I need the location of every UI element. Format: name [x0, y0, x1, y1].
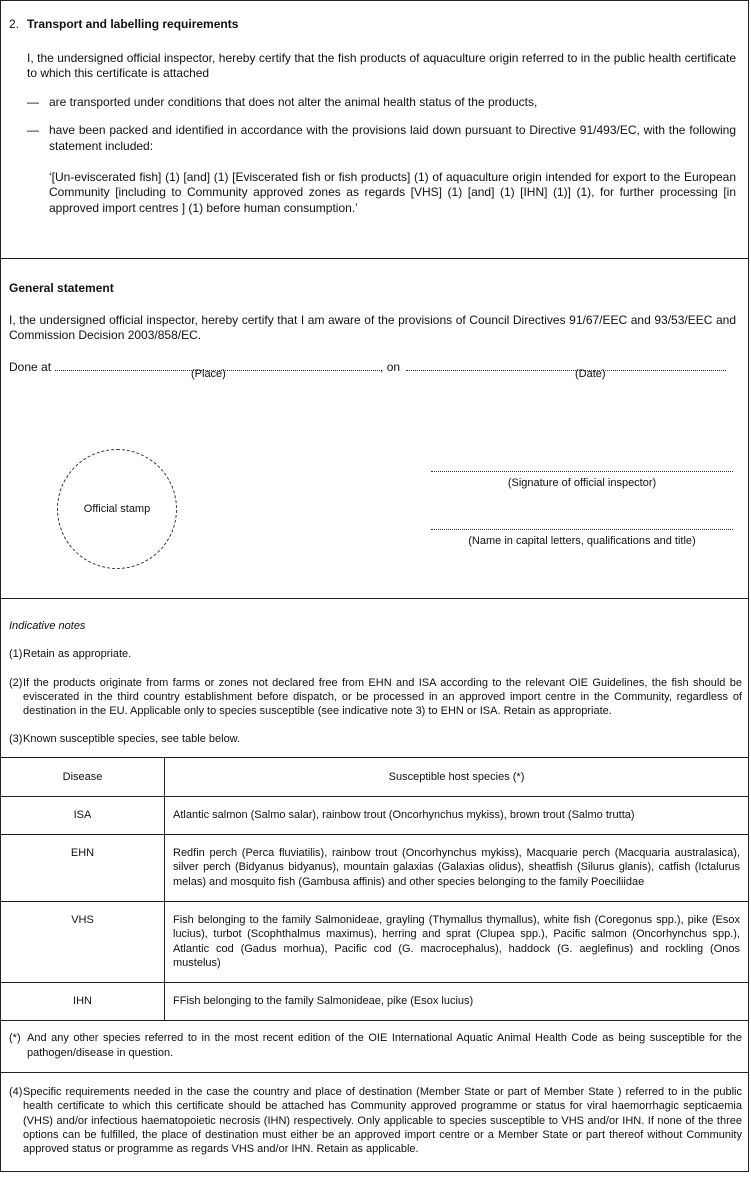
species-cell: Redfin perch (Perca fluviatilis), rainbow trout (Oncorhynchus mykiss), Macquarie perch (Macquaria australasica), silver perch (Bidyanus bidyanus), mountain galaxias (Galaxias olidus), sheatfish (Silurus glanis), catfish (Ictalurus melas) and mosquito fish (Gambusa affinis) and other species belonging to the family Poeciliidae: [165, 835, 749, 902]
transport-heading-row: [9, 17, 736, 33]
disease-cell: VHS: [1, 901, 165, 982]
table-row: [1, 796, 748, 834]
stamp-label: Official stamp: [83, 502, 151, 515]
table-row: [1, 835, 748, 902]
place-caption: (Place): [191, 368, 226, 380]
transport-item-1-text: are transported under conditions that does not alter the animal health status of the products,: [49, 94, 538, 109]
transport-intro: I, the undersigned official inspector, hereby certify that the fish products of aquaculture origin referred to in the public health certificate to which this certificate is attached: [27, 50, 736, 81]
transport-item-2-text: have been packed and identified in accordance with the provisions laid down pursuant to Directive 91/493/EC, with the following statement included:: [49, 123, 736, 153]
disease-cell: EHN: [1, 835, 165, 902]
note-4: [1, 1072, 748, 1170]
general-text: I, the undersigned official inspector, hereby certify that I am aware of the provisions of Council Directives 91/67/EEC and 93/53/EEC and Commission Decision 2003/858/EC.: [9, 312, 736, 343]
note-1: [9, 647, 742, 661]
name-field[interactable]: [431, 529, 733, 530]
susceptible-species-table: [1, 757, 748, 1021]
note-4-text: Specific requirements needed in the case the country and place of destination (Member State or part of Member State ) referred to in the public health certificate to which this certificate should be attached has Community approved programme or status for viral haemorrhagic septicaemia (VHS) and/or infectious haematopoietic necrosis (IHN) respectively. Only applicable to species susceptible to VHS and/or IHN. If none of the three options can be fulfilled, the place of destination must either be an approved import centre or a Member State or part thereof without Community approved status or programme as regards VHS and/or IHN. Retain as applicable.: [23, 1086, 742, 1156]
transport-section: [1, 1, 748, 259]
dash-marker: —: [27, 123, 39, 138]
transport-heading: Transport and labelling requirements: [27, 17, 239, 31]
note-3: [9, 732, 742, 746]
note-marker: (3): [9, 733, 23, 746]
species-cell: FFish belonging to the family Salmonideae, pike (Esox lucius): [165, 983, 749, 1021]
on-label: , on: [380, 359, 401, 374]
note-marker: (4): [9, 1086, 23, 1099]
note-1-text: Retain as appropriate.: [23, 648, 132, 661]
transport-item-2: [27, 123, 736, 154]
disease-cell: ISA: [1, 796, 165, 834]
asterisk-note: [1, 1020, 748, 1072]
date-field[interactable]: [406, 369, 726, 371]
name-caption: (Name in capital letters, qualifications and title): [468, 535, 696, 547]
notes-title: Indicative notes: [9, 620, 86, 632]
signature-field[interactable]: [431, 471, 733, 472]
species-cell: Atlantic salmon (Salmo salar), rainbow trout (Oncorhynchus mykiss), brown trout (Salmo trutta): [165, 796, 749, 834]
done-at-row: [9, 360, 736, 376]
table-header-row: [1, 757, 748, 796]
official-stamp-circle: [57, 449, 177, 569]
species-column-header: Susceptible host species (*): [165, 757, 749, 796]
species-cell: Fish belonging to the family Salmonideae, grayling (Thymallus thymallus), white fish (Coregonus spp.), pike (Esox lucius), turbot (Scophthalmus maximus), herring and sprat (Clupea spp.), Pacific salmon (Oncorhynchus spp.), Atlantic cod (Gadus morhua), Pacific cod (G. macrocephalus), haddock (G. aeglefinus) and rockling (Onos mustelus): [165, 901, 749, 982]
disease-cell: IHN: [1, 983, 165, 1021]
table-row: [1, 983, 748, 1021]
general-statement-section: [1, 259, 748, 599]
table-row: [1, 901, 748, 982]
export-statement: ‘[Un-eviscerated fish] (1) [and] (1) [Eviscerated fish or fish products] (1) of aquaculture origin intended for export to the European Community [including to Community approved zones as regards [VHS] (1) [and] (1) [IHN] (1)] (1), for further processing [in approved import centres ] (1) before human consumption.’: [49, 169, 736, 215]
note-marker: (2): [9, 676, 23, 689]
note-2-text: If the products originate from farms or zones not declared free from EHN and ISA according to the relevant OIE Guidelines, the fish should be eviscerated in the third country establishment before dispatch, or be processed in an approved import centre in the Community, regardless of destination in the EU. Applicable only to species susceptible (see indicative note 3) to EHN or ISA. Retain as appropriate.: [23, 676, 742, 718]
done-at-label: Done at: [9, 359, 52, 374]
note-2: [9, 676, 742, 719]
disease-column-header: Disease: [1, 757, 165, 796]
note-3-text: Known susceptible species, see table below.: [23, 733, 241, 746]
asterisk-marker: (*): [9, 1032, 21, 1045]
notes-block: [1, 599, 748, 747]
section-number: 2.: [9, 17, 20, 31]
general-heading: General statement: [9, 281, 114, 295]
note-marker: (1): [9, 648, 23, 661]
asterisk-note-text: And any other species referred to in the most recent edition of the OIE International Aquatic Animal Health Code as being susceptible for the pathogen/disease in question.: [27, 1032, 742, 1059]
transport-item-1: [27, 95, 736, 111]
signature-caption: (Signature of official inspector): [507, 477, 657, 489]
dash-marker: —: [27, 94, 39, 109]
indicative-notes-section: [1, 599, 748, 1171]
date-caption: (Date): [575, 368, 606, 380]
